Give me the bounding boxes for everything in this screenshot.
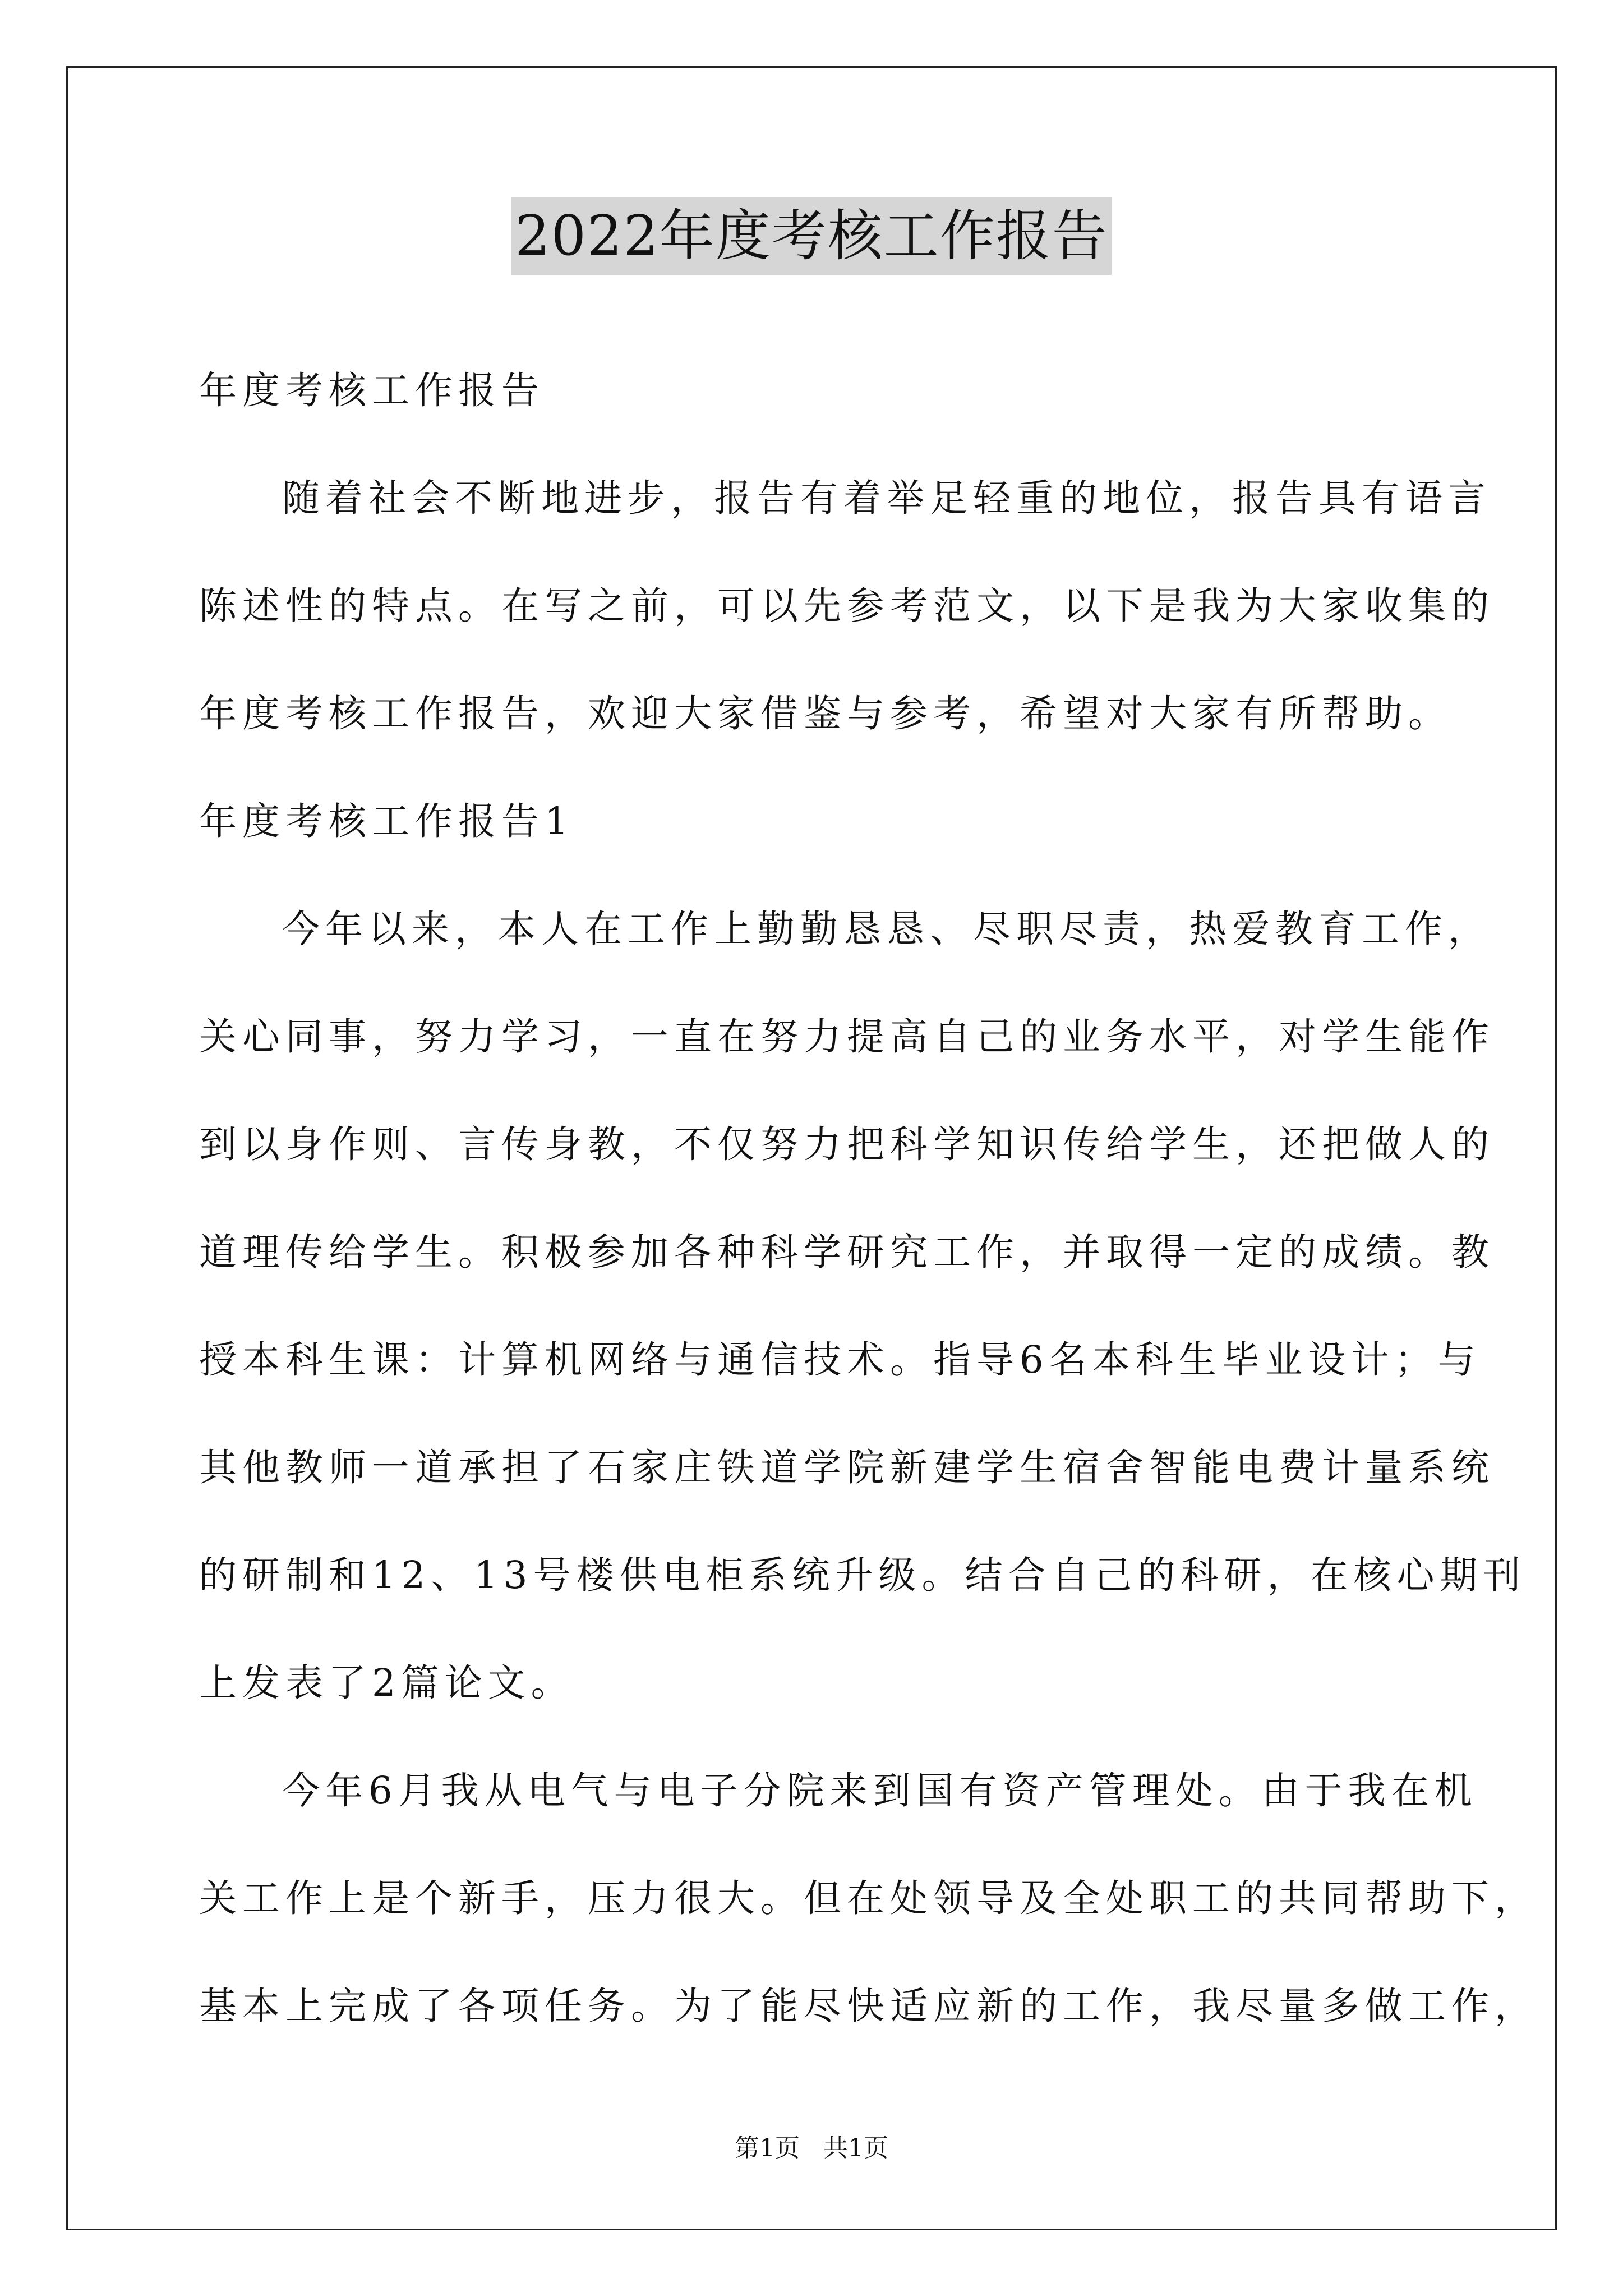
paragraph-line: 关工作上是个新手，压力很大。但在处领导及全处职工的共同帮助下， (199, 1876, 1538, 1920)
title-container (0, 197, 1623, 275)
paragraph-line: 授本科生课：计算机网络与通信技术。指导6名本科生毕业设计；与 (199, 1338, 1481, 1382)
paragraph-line: 随着社会不断地进步，报告有着举足轻重的地位，报告具有语言 (282, 476, 1491, 520)
subtitle-line: 年度考核工作报告 (199, 369, 545, 412)
paragraph-line: 到以身作则、言传身教，不仅努力把科学知识传给学生，还把做人的 (199, 1122, 1495, 1166)
paragraph-line: 基本上完成了各项任务。为了能尽快适应新的工作，我尽量多做工作， (199, 1984, 1538, 2028)
paragraph-line: 的研制和12、13号楼供电柜系统升级。结合自己的科研，在核心期刊 (199, 1553, 1527, 1597)
document-title: 2022年度考核工作报告 (511, 197, 1111, 275)
page-number: 第1页 (735, 2134, 800, 2162)
paragraph-line: 今年6月我从电气与电子分院来到国有资产管理处。由于我在机 (282, 1769, 1478, 1812)
paragraph-line: 道理传给学生。积极参加各种科学研究工作，并取得一定的成绩。教 (199, 1230, 1495, 1274)
paragraph-line: 上发表了2篇论文。 (199, 1661, 574, 1705)
paragraph-line: 陈述性的特点。在写之前，可以先参考范文，以下是我为大家收集的 (199, 584, 1495, 628)
document-body (199, 337, 1538, 2060)
paragraph-line: 年度考核工作报告，欢迎大家借鉴与参考，希望对大家有所帮助。 (199, 692, 1451, 735)
section-heading: 年度考核工作报告1 (199, 799, 574, 843)
paragraph-line: 其他教师一道承担了石家庄铁道学院新建学生宿舍智能电费计量系统 (199, 1446, 1495, 1489)
paragraph-line: 关心同事，努力学习，一直在努力提高自己的业务水平，对学生能作 (199, 1015, 1495, 1059)
page-footer (0, 2132, 1623, 2165)
page-total: 共1页 (823, 2134, 888, 2162)
paragraph-line: 今年以来，本人在工作上勤勤恳恳、尽职尽责，热爱教育工作， (282, 907, 1491, 951)
